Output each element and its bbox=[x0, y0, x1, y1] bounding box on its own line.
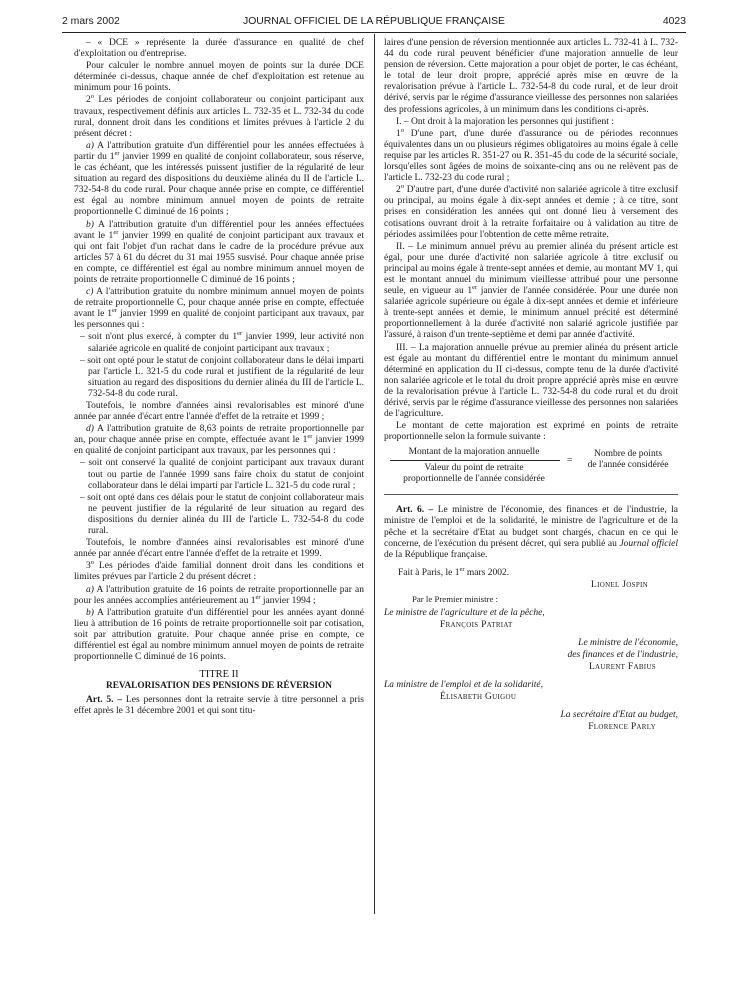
paragraph: Toutefois, le nombre d'années ainsi revalorisables est minoré d'une année par année d'écart entre l'année d'effet de la retraite et 1999 ; bbox=[74, 401, 364, 423]
paragraph: Pour calculer le nombre annuel moyen de points sur la durée DCE déterminée ci-dessus, chaque année de chef d'exploitation est retenue au minimum pour 16 points. bbox=[74, 61, 364, 94]
signature-title-economie: Le ministre de l'économie, bbox=[578, 637, 678, 648]
column-divider bbox=[374, 34, 375, 914]
left-column bbox=[74, 38, 364, 719]
formula-denominator: Valeur du point de retraite proportionnelle de l'année considérée bbox=[403, 463, 545, 485]
list-item: – soit ont conservé la qualité de conjoint participant aux travaux durant tout ou partie de l'année 1999 sans faire choix du statut de conjoint collaborateur dans le délai imparti par l'article L. 321-5 du code rural ; bbox=[80, 458, 364, 491]
list-item: – soit n'ont plus exercé, à compter du 1er janvier 1999, leur activité non salariée agricole en qualité de conjoint participant aux travaux ; bbox=[80, 330, 364, 354]
paragraph: d) A l'attribution gratuite de 8,63 points de retraite proportionnelle par an, pour chaque année prise en compte, effectuée avant le 1er janvier 1999 en qualité de conjoint participant aux travaux, par les personnes qui : bbox=[74, 424, 364, 457]
signatures bbox=[384, 567, 678, 733]
paragraph: 2$^o$ Les périodes de conjoint collaborateur ou conjoint participant aux travaux, respectivement définis aux articles L. 732-35 et L. 732-34 du code rural, donnent droit dans les conditions et limites prévues à l'article 2 du présent décret : bbox=[74, 93, 364, 139]
header-title: JOURNAL OFFICIEL DE LA RÉPUBLIQUE FRANÇAISE bbox=[243, 16, 505, 27]
paragraph: I. – Ont droit à la majoration les personnes qui justifient : bbox=[396, 116, 614, 127]
date-line: Fait à Paris, le 1er mars 2002. bbox=[398, 565, 510, 578]
paragraph: Le montant de cette majoration est exprimé en points de retraite proportionnelle selon la formule suivante : bbox=[384, 421, 678, 443]
paragraph: 2$^o$ D'autre part, d'une durée d'activité non salariée agricole à titre exclusif ou principal, au moins égale à dix-sept années et demie ; à ce titre, sont prises en considération les années qui ont donné lieu à versement des cotisations ouvrant droit à la retraite forfaitaire ou à validation au titre de périodes assimilées pour l'obtention de cette même retraite. bbox=[384, 183, 678, 240]
paragraph: 3$^o$ Les périodes d'aide familial donnent droit dans les conditions et limites prévues par l'article 2 du présent décret : bbox=[74, 559, 364, 583]
signature-title-finances: des finances et de l'industrie, bbox=[567, 649, 678, 660]
paragraph: Toutefois, le nombre d'années ainsi revalorisables est minoré d'une année par année d'écart entre l'année d'effet de la retraite et 1999. bbox=[74, 538, 364, 560]
signature-par: Par le Premier ministre : bbox=[412, 593, 498, 604]
paragraph: III. – La majoration annuelle prévue au premier alinéa du présent article est égale au montant du différentiel entre le montant du minimum annuel déterminé en application du II ci-dessus, compte tenu de la durée d'activité non salariée agricole et le total du droit propre apprécié après mise en œuvre de la revalorisation prévue à l'article L. 732-54-8 du code rural et du droit dérivé, servis par le régime d'assurance vieillesse des personnes non salariées de l'agriculture. bbox=[384, 342, 678, 420]
list-item: – soit ont opté pour le statut de conjoint collaborateur dans le délai imparti par l'article L. 321-5 du code rural et justifient de la régularité de leur situation au regard des dispositions du dernier alinéa du III de l'article L. 732-54-8 du code rural. bbox=[80, 355, 364, 399]
paragraph: 1$^o$ D'une part, d'une durée d'assurance ou de périodes reconnues équivalentes dans un ou plusieurs régimes obligatoires au moins égale à celle requise par les articles R. 351-27 ou R. 351-45 du code de la sécurité sociale, lorsqu'elles sont âgées de moins de soixante-cinq ans ou ne relèvent pas de l'article L. 732-23 du code rural ; bbox=[384, 126, 678, 184]
signature-guigou: Élisabeth Guigou bbox=[440, 691, 517, 702]
formula bbox=[384, 447, 678, 499]
header-date: 2 mars 2002 bbox=[62, 16, 120, 27]
article-6: Art. 6. – Le ministre de l'économie, des finances et de l'industrie, la ministre de l'emploi et de la solidarité, le ministre de l'agriculture et de la pêche et la secrétaire d'Etat au budget sont chargés, chacun en ce qui le concerne, de l'exécution du présent décret, qui sera publié au Journal officiel de la République française. bbox=[384, 505, 678, 560]
paragraph: b) A l'attribution gratuite d'un différentiel pour les années ayant donné lieu à attribution de 16 points de retraite proportionnelle soit par cotisation, soit par attribution gratuite. Pour chaque année prise en compte, ce différentiel est égal au nombre minimum annuel moyen de points de retraite proportionnelle C diminué de 16 points. bbox=[74, 607, 364, 663]
signature-patriat: François Patriat bbox=[440, 619, 513, 630]
formula-equals: = bbox=[567, 456, 573, 467]
paragraph: b) A l'attribution gratuite d'un différentiel pour les années effectuées avant le 1er janvier 1999 en qualité de conjoint participant aux travaux et qui ont fait l'objet d'un rachat dans le cadre de la procédure prévue aux articles 57 à 61 du décret du 31 mai 1955 susvisé. Pour chaque année prise en compte, ce différentiel est égal au nombre minimum annuel moyen de points de retraite proportionnelle C diminué de 16 points ; bbox=[74, 219, 364, 285]
section-subtitle: REVALORISATION DES PENSIONS DE RÉVERSION bbox=[106, 681, 332, 692]
separator-rule bbox=[384, 494, 678, 495]
signature-fabius: Laurent Fabius bbox=[588, 661, 656, 672]
paragraph: II. – Le minimum annuel prévu au premier alinéa du présent article est égal, pour une durée d'activité non salariée agricole à titre exclusif ou principal au moins égale à trente-sept années et demie, au montant MV 1, qui est le montant annuel du minimum vieillesse attribué pour une personne seule, en vigueur au 1er janvier de l'année considérée. Pour une durée non salariée agricole supérieure ou égale à dix-sept années et demie et inférieure à trente-sept années et demie, le minimum annuel précité est déterminé proportionnellement à la durée d'activité non salarié agricole justifiée par l'assuré, à raison d'un trente-septième et demi par année d'activité. bbox=[384, 241, 678, 341]
paragraph: a) A l'attribution gratuite d'un différentiel pour les années effectuées à partir du 1er janvier 1999 en qualité de conjoint collaborateur, sous réserve, le cas échéant, que les intéressés puissent justifier de la régularité de leur situation au regard des dispositions du deuxième alinéa du II de l'article L. 732-54-8 du code rural. Pour chaque année prise en compte, ce différentiel est égal au nombre minimum annuel moyen de points de retraite proportionnelle C diminué de 16 points ; bbox=[74, 140, 365, 218]
paragraph: laires d'une pension de réversion mentionnée aux articles L. 732-41 à L. 732-44 du code rural peuvent bénéficier d'une majoration annuelle de leur pension de réversion. Cette majoration a pour objet de porter, le cas échéant, le total de leur droit propre, apprécié après mise en œuvre de la revalorisation prévue à l'article L. 732-54-8 du code rural, et de leur droit dérivé, servis par le régime d'assurance vieillesse des personnes non salariées des professions agricoles, à un minimum dans les conditions ci-après. bbox=[384, 38, 678, 115]
list-item: – soit ont opté dans ces délais pour le statut de conjoint collaborateur mais ne peuvent justifier de la régularité de leur situation au regard des dispositions du dernier alinéa du III de l'article L. 732-54-8 du code rural. bbox=[80, 492, 364, 537]
section-title: TITRE II bbox=[199, 669, 239, 681]
signature-title-agriculture: Le ministre de l'agriculture et de la pêche, bbox=[384, 607, 545, 618]
formula-numerator: Montant de la majoration annuelle bbox=[408, 447, 540, 458]
page-header bbox=[62, 16, 686, 32]
fraction-bar bbox=[390, 460, 560, 461]
signature-parly: Florence Parly bbox=[588, 721, 656, 732]
signature-title-budget: La secrétaire d'Etat au budget, bbox=[560, 709, 678, 720]
paragraph: a) A l'attribution gratuite de 16 points de retraite proportionnelle par an pour les années accomplies antérieurement au 1er janvier 1994 ; bbox=[74, 584, 364, 606]
page-number: 4023 bbox=[662, 16, 686, 27]
header-rule bbox=[62, 32, 686, 33]
signature-jospin: Lionel Jospin bbox=[591, 579, 648, 590]
right-column bbox=[384, 38, 678, 733]
paragraph: c) A l'attribution gratuite du nombre minimum annuel moyen de points de retraite proportionnelle C, pour chaque année prise en compte, effectuée avant le 1er janvier 1999 en qualité de conjoint participant aux travaux, par les personnes qui : bbox=[74, 287, 365, 331]
signature-title-emploi: La ministre de l'emploi et de la solidarité, bbox=[384, 679, 543, 690]
formula-result: Nombre de points de l'année considérée bbox=[587, 449, 669, 471]
article-5: Art. 5. – Les personnes dont la retraite servie à titre personnel a pris effet après le 31 décembre 2001 et qui sont titu- bbox=[74, 695, 364, 717]
paragraph: – « DCE » représente la durée d'assurance en qualité de chef d'exploitation ou d'entreprise. bbox=[74, 38, 364, 60]
